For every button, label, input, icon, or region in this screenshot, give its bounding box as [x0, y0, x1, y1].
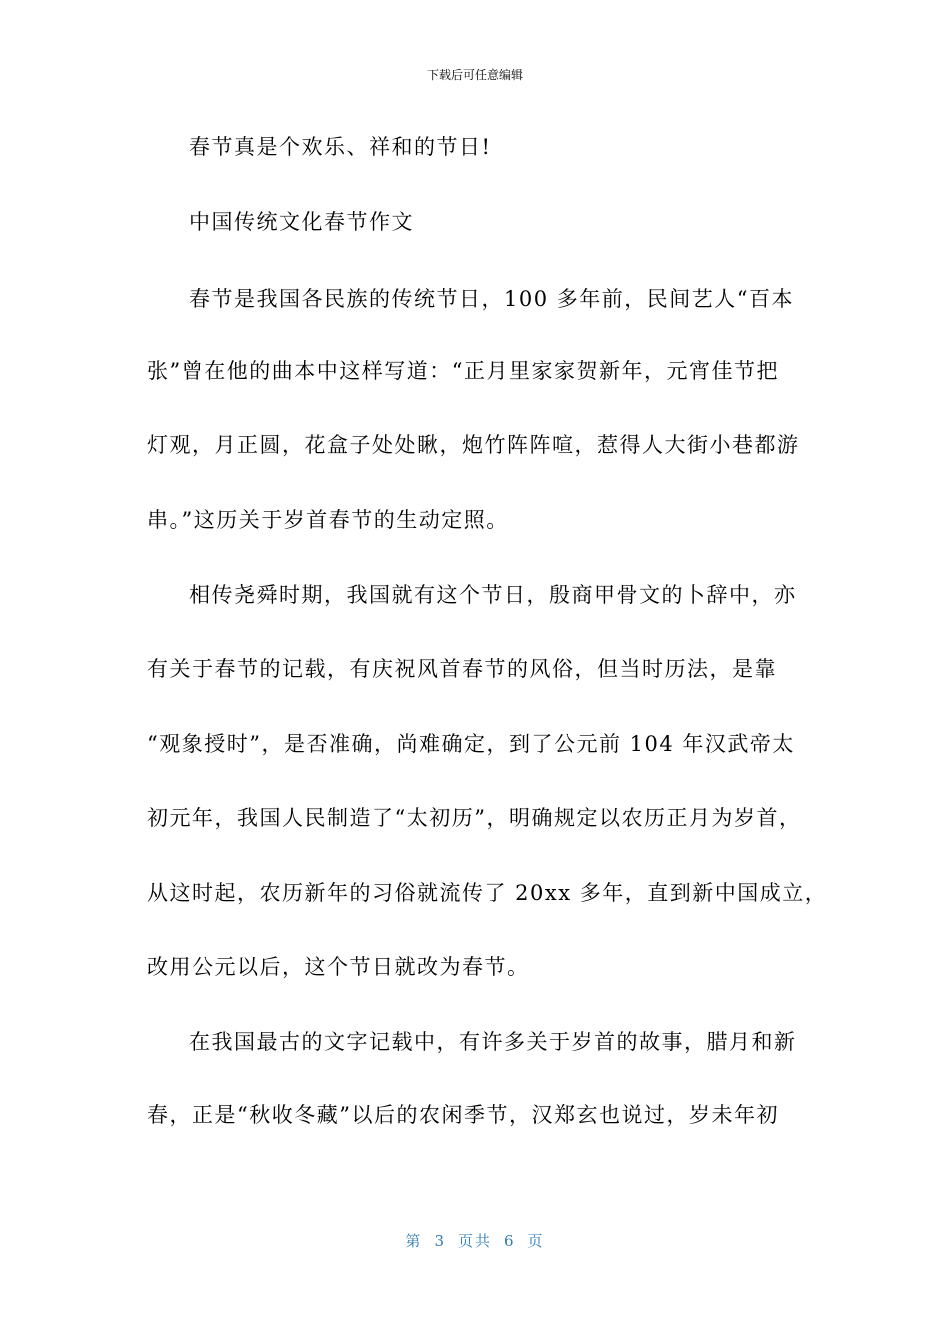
footer-prefix: 第 [405, 1232, 423, 1250]
text-line: 串。”这历关于岁首春节的生动定照。 [147, 508, 509, 532]
text-line: 初元年，我国人民制造了“太初历”，明确规定以农历正月为岁首， [147, 806, 802, 830]
text-line: 在我国最古的文字记载中，有许多关于岁首的故事，腊月和新 [189, 1030, 797, 1054]
text-line: 从这时起，农历新年的习俗就流传了 20xx 多年，直到新中国成立， [147, 881, 828, 905]
text-line: “观象授时”，是否准确，尚难确定，到了公元前 104 年汉武帝太 [147, 732, 795, 756]
text-line: 张”曾在他的曲本中这样写道：“正月里家家贺新年，元宵佳节把 [147, 359, 779, 383]
footer-suffix: 页 [527, 1232, 545, 1250]
page-header: 下载后可任意编辑 [426, 68, 523, 82]
total-page-number: 6 [504, 1232, 516, 1250]
footer-middle: 页共 [457, 1232, 492, 1250]
current-page-number: 3 [434, 1232, 446, 1250]
text-line: 改用公元以后，这个节日就改为春节。 [147, 955, 530, 979]
text-line: 有关于春节的记载，有庆祝风首春节的风俗，但当时历法，是靠 [147, 657, 777, 681]
text-line: 春节真是个欢乐、祥和的节日! [189, 135, 492, 159]
text-line: 春节是我国各民族的传统节日，100 多年前，民间艺人“百本 [189, 287, 794, 311]
text-line: 灯观，月正圆，花盒子处处瞅，炮竹阵阵喧，惹得人大街小巷都游 [147, 433, 800, 457]
section-title: 中国传统文化春节作文 [189, 210, 414, 234]
text-line: 相传尧舜时期，我国就有这个节日，殷商甲骨文的卜辞中，亦 [189, 583, 797, 607]
text-line: 春，正是“秋收冬藏”以后的农闲季节，汉郑玄也说过，岁未年初 [147, 1103, 779, 1127]
page-footer [0, 1230, 950, 1251]
